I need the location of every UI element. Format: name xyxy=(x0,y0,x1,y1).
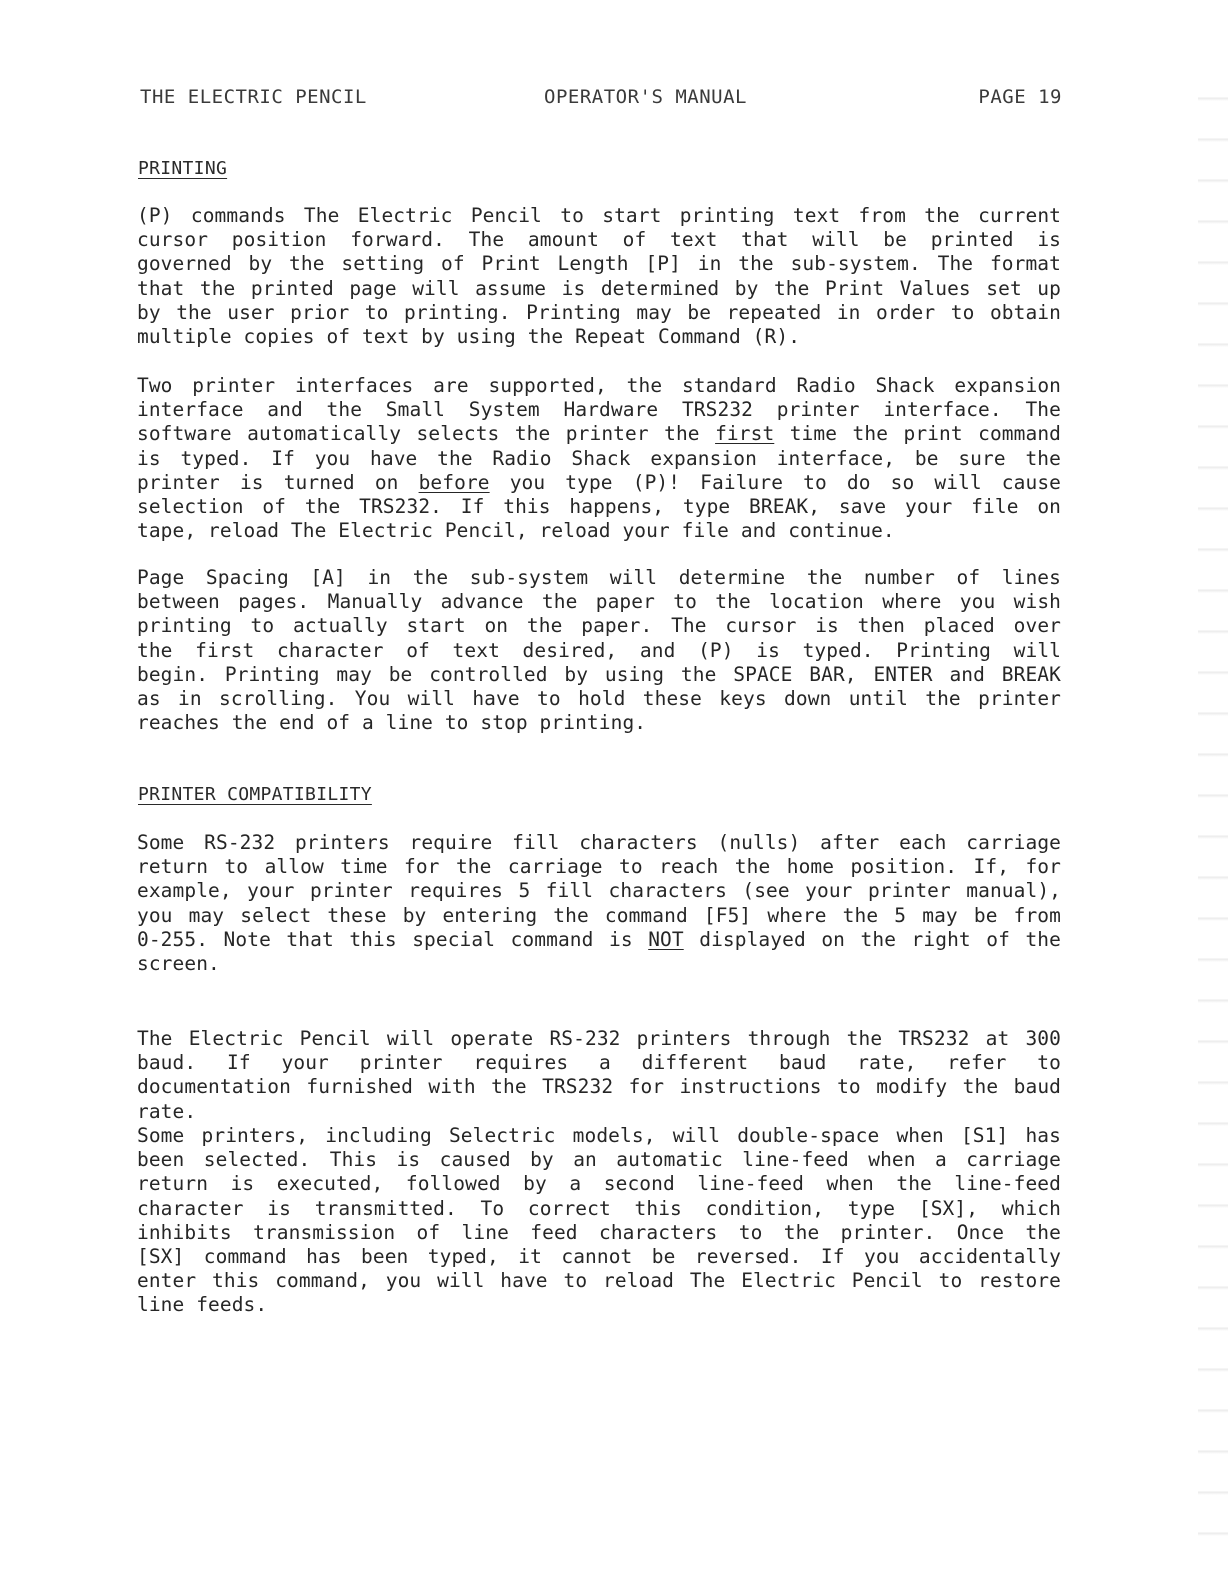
text-line: [SX] command has been typed, it cannot be reversed. If you accidentally xyxy=(137,1245,1061,1269)
text-line: as in scrolling. You will have to hold these keys down until the printer xyxy=(137,687,1061,711)
text-line: been selected. This is caused by an automatic line-feed when a carriage xyxy=(137,1148,1061,1172)
section-title-printer-compatibility: PRINTER COMPATIBILITY xyxy=(138,784,372,805)
text-line: inhibits transmission of line feed characters to the printer. Once the xyxy=(137,1220,1061,1244)
header-manual-name: OPERATOR'S MANUAL xyxy=(544,86,747,108)
text-line: The Electric Pencil will operate RS-232 printers through the TRS232 at 300 xyxy=(137,1027,1061,1050)
underlined-word-first: first xyxy=(715,422,775,446)
underlined-word-not: NOT xyxy=(648,927,684,951)
text-line: governed by the setting of Print Length [P] in the sub-system. The format xyxy=(137,252,1061,276)
text-line: the first character of text desired, and (P) is typed. Printing will xyxy=(137,638,1061,662)
printing-paragraph-2 xyxy=(137,374,1061,543)
text-line: is typed. If you have the Radio Shack expansion interface, be sure the xyxy=(137,446,1061,470)
text-line xyxy=(137,928,1061,952)
text-segment: 0-255. Note that this special command is xyxy=(137,927,649,951)
compat-paragraph-1 xyxy=(137,831,1061,976)
text-line: Two printer interfaces are supported, the standard Radio Shack expansion xyxy=(137,374,1061,397)
text-segment: time the print command xyxy=(774,422,1061,446)
text-line: that the printed page will assume is determined by the Print Values set up xyxy=(137,276,1061,300)
text-line: selection of the TRS232. If this happens, type BREAK, save your file on xyxy=(137,495,1061,519)
text-line: line feeds. xyxy=(137,1293,268,1317)
text-line: baud. If your printer requires a different baud rate, refer to xyxy=(137,1051,1061,1075)
printing-paragraph-1 xyxy=(137,204,1061,349)
header-title: THE ELECTRIC PENCIL xyxy=(140,86,367,108)
text-line: (P) commands The Electric Pencil to start printing text from the current xyxy=(137,204,1061,227)
text-line: Some RS-232 printers require fill characters (nulls) after each carriage xyxy=(137,831,1061,854)
text-line: example, your printer requires 5 fill characters (see your printer manual), xyxy=(137,879,1061,903)
text-line: between pages. Manually advance the paper to the location where you wish xyxy=(137,590,1061,614)
text-line: Page Spacing [A] in the sub-system will determine the number of lines xyxy=(137,566,1061,589)
compat-paragraph-3 xyxy=(137,1124,1061,1318)
text-segment: software automatically selects the printer the xyxy=(137,422,716,446)
page-header xyxy=(140,86,1062,112)
text-line: you may select these by entering the command [F5] where the 5 may be from xyxy=(137,903,1061,927)
text-line: multiple copies of text by using the Repeat Command (R). xyxy=(137,325,801,349)
text-line: interface and the Small System Hardware TRS232 printer interface. The xyxy=(137,398,1061,422)
underlined-word-before: before xyxy=(418,470,490,494)
text-line xyxy=(137,471,1061,495)
text-line: enter this command, you will have to reload The Electric Pencil to restore xyxy=(137,1269,1061,1293)
text-line: rate. xyxy=(137,1099,197,1123)
text-line: character is transmitted. To correct this condition, type [SX], which xyxy=(137,1196,1061,1220)
text-line: Some printers, including Selectric models, will double-space when [S1] has xyxy=(137,1124,1061,1147)
text-line: by the user prior to printing. Printing may be repeated in order to obtain xyxy=(137,300,1061,324)
compat-paragraph-2 xyxy=(137,1027,1061,1124)
text-line: reaches the end of a line to stop printing. xyxy=(137,711,647,735)
text-segment: printer is turned on xyxy=(137,470,419,494)
text-segment: you type (P)! Failure to do so will cause xyxy=(489,470,1062,494)
text-line xyxy=(137,422,1061,446)
text-line: begin. Printing may be controlled by using the SPACE BAR, ENTER and BREAK xyxy=(137,662,1061,686)
text-line: return is executed, followed by a second line-feed when the line-feed xyxy=(137,1172,1061,1196)
text-line: printing to actually start on the paper. The cursor is then placed over xyxy=(137,614,1061,638)
section-title-printing: PRINTING xyxy=(138,158,228,179)
text-line: documentation furnished with the TRS232 for instructions to modify the baud xyxy=(137,1075,1061,1099)
text-line: tape, reload The Electric Pencil, reload your file and continue. xyxy=(137,519,895,543)
text-segment: displayed on the right of the xyxy=(683,927,1061,951)
header-page-number: PAGE 19 xyxy=(978,86,1062,108)
text-line: screen. xyxy=(137,952,220,976)
printing-paragraph-3 xyxy=(137,566,1061,735)
text-line: return to allow time for the carriage to reach the home position. If, for xyxy=(137,855,1061,879)
scan-edge-noise xyxy=(1198,60,1228,1540)
text-line: cursor position forward. The amount of text that will be printed is xyxy=(137,228,1061,252)
